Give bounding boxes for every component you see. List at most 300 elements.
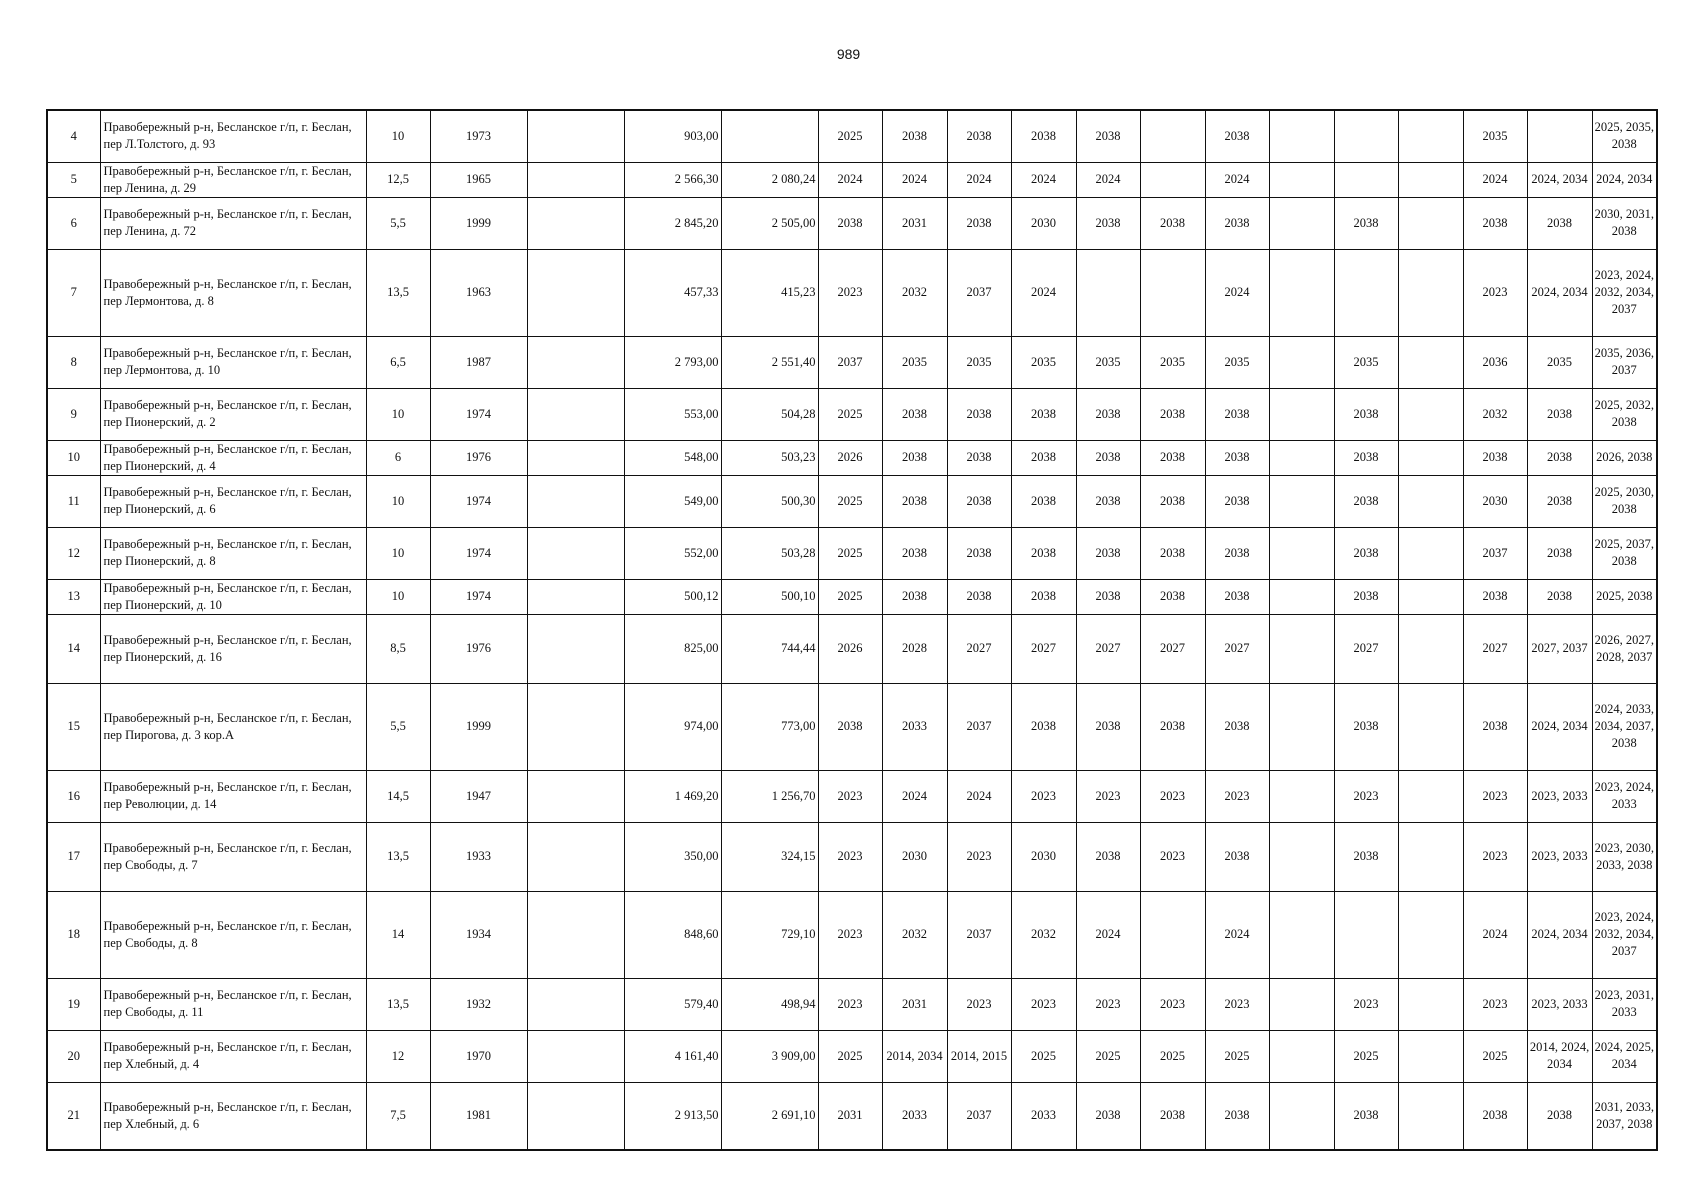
table-cell-c3: 10 [366,475,430,527]
row-number-cell: 16 [47,770,100,822]
table-cell-c3: 10 [366,110,430,162]
table-cell-c16: 2038 [1334,579,1398,614]
table-cell-c10: 2037 [947,891,1011,978]
table-cell-c3: 12 [366,1030,430,1082]
table-row [47,683,1657,770]
row-number-cell: 7 [47,249,100,336]
table-cell-c12: 2038 [1076,110,1140,162]
table-cell-c7: 500,30 [721,475,818,527]
table-cell-c8: 2025 [818,527,882,579]
table-cell-c3: 13,5 [366,822,430,891]
table-cell-c3: 5,5 [366,197,430,249]
row-number-cell: 11 [47,475,100,527]
address-cell: Правобережный р-н, Бесланское г/п, г. Беслан, пер Лермонтова, д. 10 [100,336,366,388]
row-number-cell: 8 [47,336,100,388]
table-cell-c14: 2038 [1205,388,1269,440]
table-cell-c15 [1269,978,1334,1030]
table-cell-c20: 2035, 2036, 2037 [1592,336,1657,388]
table-cell-c17 [1398,336,1463,388]
table-cell-c15 [1269,110,1334,162]
table-cell-c3: 6,5 [366,336,430,388]
table-cell-c9: 2032 [882,891,947,978]
table-row [47,1082,1657,1150]
table-cell-c17 [1398,1082,1463,1150]
table-cell-c17 [1398,614,1463,683]
table-cell-c6: 1 469,20 [624,770,721,822]
table-cell-c17 [1398,822,1463,891]
table-cell-c16: 2035 [1334,336,1398,388]
table-cell-c19: 2014, 2024, 2034 [1527,1030,1592,1082]
table-cell-c20: 2030, 2031, 2038 [1592,197,1657,249]
table-cell-c14: 2024 [1205,891,1269,978]
row-number-cell: 9 [47,388,100,440]
table-cell-c8: 2025 [818,388,882,440]
table-row [47,197,1657,249]
table-cell-c7: 1 256,70 [721,770,818,822]
table-cell-c3: 10 [366,388,430,440]
table-body [47,110,1657,1150]
table-cell-c14: 2024 [1205,249,1269,336]
table-cell-c7: 3 909,00 [721,1030,818,1082]
table-cell-c3: 10 [366,527,430,579]
table-cell-c11: 2030 [1011,822,1076,891]
table-cell-c9: 2024 [882,162,947,197]
table-cell-c9: 2030 [882,822,947,891]
table-cell-c11: 2023 [1011,978,1076,1030]
table-cell-c15 [1269,770,1334,822]
table-cell-c20: 2026, 2027, 2028, 2037 [1592,614,1657,683]
table-cell-c3: 7,5 [366,1082,430,1150]
table-cell-c3: 13,5 [366,249,430,336]
table-cell-c12: 2038 [1076,440,1140,475]
table-cell-c13 [1140,249,1205,336]
row-number-cell: 17 [47,822,100,891]
address-cell: Правобережный р-н, Бесланское г/п, г. Беслан, пер Хлебный, д. 6 [100,1082,366,1150]
table-cell-c13 [1140,891,1205,978]
table-cell-c19: 2038 [1527,475,1592,527]
table-cell-c10: 2038 [947,440,1011,475]
table-cell-c15 [1269,249,1334,336]
table-cell-c7: 503,23 [721,440,818,475]
table-row [47,891,1657,978]
table-cell-c7: 498,94 [721,978,818,1030]
address-cell: Правобережный р-н, Бесланское г/п, г. Беслан, пер Пионерский, д. 4 [100,440,366,475]
table-cell-c9: 2035 [882,336,947,388]
address-cell: Правобережный р-н, Бесланское г/п, г. Беслан, пер Ленина, д. 29 [100,162,366,197]
table-cell-c8: 2023 [818,249,882,336]
table-cell-c19: 2023, 2033 [1527,978,1592,1030]
table-cell-c15 [1269,1030,1334,1082]
table-row [47,1030,1657,1082]
table-cell-c9: 2038 [882,388,947,440]
table-cell-c18: 2038 [1463,683,1527,770]
table-cell-c16: 2038 [1334,822,1398,891]
table-cell-c18: 2036 [1463,336,1527,388]
table-cell-c9: 2038 [882,527,947,579]
table-cell-c4: 1981 [430,1082,527,1150]
table-cell-c11: 2038 [1011,475,1076,527]
table-cell-c18: 2025 [1463,1030,1527,1082]
table-cell-c16: 2038 [1334,388,1398,440]
row-number-cell: 15 [47,683,100,770]
table-cell-c7 [721,110,818,162]
table-cell-c16: 2038 [1334,683,1398,770]
table-cell-c13: 2035 [1140,336,1205,388]
table-cell-c5 [527,110,624,162]
table-cell-c10: 2035 [947,336,1011,388]
table-cell-c19 [1527,110,1592,162]
table-cell-c7: 2 505,00 [721,197,818,249]
table-cell-c19: 2038 [1527,440,1592,475]
table-cell-c13: 2023 [1140,770,1205,822]
address-cell: Правобережный р-н, Бесланское г/п, г. Беслан, пер Пирогова, д. 3 кор.А [100,683,366,770]
table-cell-c13: 2038 [1140,440,1205,475]
table-cell-c20: 2025, 2038 [1592,579,1657,614]
row-number-cell: 13 [47,579,100,614]
table-cell-c20: 2023, 2031, 2033 [1592,978,1657,1030]
table-cell-c5 [527,388,624,440]
table-cell-c4: 1974 [430,579,527,614]
table-cell-c17 [1398,249,1463,336]
table-cell-c11: 2030 [1011,197,1076,249]
table-cell-c10: 2027 [947,614,1011,683]
table-cell-c3: 8,5 [366,614,430,683]
row-number-cell: 6 [47,197,100,249]
table-cell-c19: 2038 [1527,197,1592,249]
table-cell-c19: 2024, 2034 [1527,683,1592,770]
table-cell-c12: 2023 [1076,770,1140,822]
table-cell-c13: 2038 [1140,579,1205,614]
table-cell-c14: 2038 [1205,110,1269,162]
table-cell-c13: 2038 [1140,388,1205,440]
table-cell-c18: 2024 [1463,891,1527,978]
table-cell-c19: 2023, 2033 [1527,770,1592,822]
row-number-cell: 20 [47,1030,100,1082]
table-cell-c20: 2025, 2037, 2038 [1592,527,1657,579]
table-cell-c18: 2035 [1463,110,1527,162]
table-cell-c11: 2038 [1011,440,1076,475]
table-cell-c6: 974,00 [624,683,721,770]
table-cell-c10: 2014, 2015 [947,1030,1011,1082]
table-cell-c11: 2027 [1011,614,1076,683]
address-cell: Правобережный р-н, Бесланское г/п, г. Беслан, пер Ленина, д. 72 [100,197,366,249]
table-cell-c11: 2038 [1011,579,1076,614]
table-row [47,162,1657,197]
table-cell-c15 [1269,388,1334,440]
table-cell-c7: 504,28 [721,388,818,440]
address-cell: Правобережный р-н, Бесланское г/п, г. Беслан, пер Революции, д. 14 [100,770,366,822]
table-cell-c7: 500,10 [721,579,818,614]
table-cell-c15 [1269,579,1334,614]
table-cell-c8: 2025 [818,110,882,162]
table-cell-c12: 2038 [1076,822,1140,891]
table-cell-c14: 2038 [1205,440,1269,475]
table-cell-c3: 6 [366,440,430,475]
table-cell-c16 [1334,162,1398,197]
table-cell-c17 [1398,683,1463,770]
table-cell-c14: 2027 [1205,614,1269,683]
table-cell-c19: 2024, 2034 [1527,249,1592,336]
table-cell-c3: 12,5 [366,162,430,197]
table-cell-c6: 848,60 [624,891,721,978]
table-cell-c8: 2026 [818,614,882,683]
table-cell-c10: 2037 [947,683,1011,770]
table-cell-c15 [1269,197,1334,249]
table-cell-c17 [1398,891,1463,978]
table-cell-c10: 2037 [947,249,1011,336]
table-cell-c5 [527,336,624,388]
table-cell-c4: 1976 [430,440,527,475]
table-cell-c11: 2038 [1011,527,1076,579]
table-row [47,579,1657,614]
table-cell-c20: 2025, 2032, 2038 [1592,388,1657,440]
table-cell-c9: 2038 [882,579,947,614]
table-cell-c15 [1269,683,1334,770]
table-cell-c19: 2024, 2034 [1527,162,1592,197]
table-cell-c11: 2038 [1011,683,1076,770]
table-cell-c6: 2 793,00 [624,336,721,388]
address-cell: Правобережный р-н, Бесланское г/п, г. Беслан, пер Пионерский, д. 6 [100,475,366,527]
table-cell-c13: 2038 [1140,475,1205,527]
table-cell-c3: 10 [366,579,430,614]
table-cell-c14: 2024 [1205,162,1269,197]
table-cell-c18: 2027 [1463,614,1527,683]
table-cell-c10: 2038 [947,579,1011,614]
table-cell-c8: 2023 [818,770,882,822]
address-cell: Правобережный р-н, Бесланское г/п, г. Беслан, пер Хлебный, д. 4 [100,1030,366,1082]
table-cell-c8: 2023 [818,978,882,1030]
row-number-cell: 4 [47,110,100,162]
table-cell-c15 [1269,440,1334,475]
table-cell-c3: 5,5 [366,683,430,770]
table-cell-c19: 2027, 2037 [1527,614,1592,683]
table-cell-c4: 1965 [430,162,527,197]
table-cell-c5 [527,440,624,475]
table-cell-c12: 2038 [1076,579,1140,614]
table-cell-c14: 2038 [1205,579,1269,614]
table-cell-c18: 2024 [1463,162,1527,197]
table-cell-c5 [527,197,624,249]
table-cell-c10: 2038 [947,527,1011,579]
table-cell-c9: 2033 [882,683,947,770]
table-cell-c4: 1974 [430,527,527,579]
table-cell-c17 [1398,527,1463,579]
table-cell-c4: 1970 [430,1030,527,1082]
table-cell-c15 [1269,527,1334,579]
table-cell-c13: 2038 [1140,1082,1205,1150]
table-cell-c15 [1269,891,1334,978]
table-cell-c5 [527,162,624,197]
table-cell-c19: 2038 [1527,579,1592,614]
table-cell-c17 [1398,110,1463,162]
table-cell-c13: 2023 [1140,978,1205,1030]
table-cell-c12: 2038 [1076,1082,1140,1150]
table-cell-c6: 500,12 [624,579,721,614]
table-cell-c6: 2 845,20 [624,197,721,249]
table-row [47,440,1657,475]
table-cell-c8: 2023 [818,891,882,978]
table-cell-c11: 2023 [1011,770,1076,822]
table-cell-c11: 2038 [1011,388,1076,440]
table-cell-c15 [1269,822,1334,891]
address-cell: Правобережный р-н, Бесланское г/п, г. Беслан, пер Лермонтова, д. 8 [100,249,366,336]
table-cell-c9: 2038 [882,475,947,527]
table-cell-c4: 1999 [430,197,527,249]
table-cell-c4: 1987 [430,336,527,388]
table-cell-c9: 2014, 2034 [882,1030,947,1082]
table-cell-c4: 1973 [430,110,527,162]
table-cell-c6: 903,00 [624,110,721,162]
table-cell-c5 [527,770,624,822]
table-cell-c13 [1140,110,1205,162]
table-cell-c18: 2030 [1463,475,1527,527]
table-cell-c4: 1974 [430,475,527,527]
table-cell-c13: 2025 [1140,1030,1205,1082]
table-cell-c14: 2038 [1205,475,1269,527]
address-cell: Правобережный р-н, Бесланское г/п, г. Беслан, пер Свободы, д. 8 [100,891,366,978]
row-number-cell: 10 [47,440,100,475]
row-number-cell: 14 [47,614,100,683]
table-cell-c7: 729,10 [721,891,818,978]
table-cell-c12: 2038 [1076,475,1140,527]
table-cell-c15 [1269,336,1334,388]
table-cell-c11: 2033 [1011,1082,1076,1150]
table-cell-c15 [1269,614,1334,683]
table-cell-c6: 2 913,50 [624,1082,721,1150]
table-cell-c19: 2023, 2033 [1527,822,1592,891]
table-cell-c7: 744,44 [721,614,818,683]
table-cell-c16: 2038 [1334,475,1398,527]
table-row [47,110,1657,162]
table-cell-c6: 2 566,30 [624,162,721,197]
table-cell-c11: 2035 [1011,336,1076,388]
table-cell-c8: 2038 [818,197,882,249]
table-row [47,475,1657,527]
table-cell-c9: 2031 [882,197,947,249]
table-cell-c5 [527,614,624,683]
table-cell-c11: 2025 [1011,1030,1076,1082]
table-cell-c16: 2025 [1334,1030,1398,1082]
table-cell-c11: 2024 [1011,162,1076,197]
table-cell-c8: 2025 [818,579,882,614]
table-cell-c16 [1334,891,1398,978]
table-cell-c6: 350,00 [624,822,721,891]
table-cell-c13 [1140,162,1205,197]
table-cell-c14: 2038 [1205,683,1269,770]
table-cell-c9: 2038 [882,440,947,475]
table-cell-c14: 2038 [1205,822,1269,891]
table-cell-c7: 2 691,10 [721,1082,818,1150]
table-cell-c10: 2037 [947,1082,1011,1150]
table-cell-c3: 14 [366,891,430,978]
table-cell-c13: 2038 [1140,197,1205,249]
table-cell-c10: 2038 [947,110,1011,162]
address-cell: Правобережный р-н, Бесланское г/п, г. Беслан, пер Свободы, д. 11 [100,978,366,1030]
table-row [47,822,1657,891]
table-cell-c8: 2031 [818,1082,882,1150]
table-cell-c5 [527,579,624,614]
table-cell-c7: 773,00 [721,683,818,770]
table-cell-c5 [527,475,624,527]
address-cell: Правобережный р-н, Бесланское г/п, г. Беслан, пер Пионерский, д. 2 [100,388,366,440]
table-cell-c4: 1934 [430,891,527,978]
table-cell-c18: 2038 [1463,197,1527,249]
table-cell-c5 [527,683,624,770]
table-cell-c15 [1269,1082,1334,1150]
table-cell-c17 [1398,440,1463,475]
table-cell-c18: 2023 [1463,249,1527,336]
table-cell-c11: 2038 [1011,110,1076,162]
row-number-cell: 5 [47,162,100,197]
table-cell-c18: 2038 [1463,579,1527,614]
table-cell-c20: 2024, 2025, 2034 [1592,1030,1657,1082]
table-row [47,388,1657,440]
address-cell: Правобережный р-н, Бесланское г/п, г. Беслан, пер Л.Толстого, д. 93 [100,110,366,162]
table-cell-c19: 2024, 2034 [1527,891,1592,978]
table-cell-c12: 2038 [1076,527,1140,579]
table-cell-c4: 1976 [430,614,527,683]
table-cell-c12: 2038 [1076,388,1140,440]
table-cell-c20: 2024, 2034 [1592,162,1657,197]
table-cell-c12: 2038 [1076,683,1140,770]
table-cell-c17 [1398,978,1463,1030]
table-cell-c10: 2038 [947,197,1011,249]
table-cell-c9: 2028 [882,614,947,683]
table-cell-c17 [1398,1030,1463,1082]
row-number-cell: 12 [47,527,100,579]
table-cell-c3: 14,5 [366,770,430,822]
table-cell-c18: 2037 [1463,527,1527,579]
table-cell-c8: 2025 [818,1030,882,1082]
table-cell-c17 [1398,388,1463,440]
address-cell: Правобережный р-н, Бесланское г/п, г. Беслан, пер Пионерский, д. 10 [100,579,366,614]
table-cell-c16: 2023 [1334,770,1398,822]
page-number: 989 [836,46,861,62]
table-cell-c14: 2023 [1205,978,1269,1030]
table-cell-c12 [1076,249,1140,336]
table-cell-c4: 1932 [430,978,527,1030]
table-cell-c6: 825,00 [624,614,721,683]
address-cell: Правобережный р-н, Бесланское г/п, г. Беслан, пер Свободы, д. 7 [100,822,366,891]
table-cell-c7: 2 080,24 [721,162,818,197]
table-cell-c14: 2038 [1205,197,1269,249]
table-cell-c16 [1334,110,1398,162]
address-cell: Правобережный р-н, Бесланское г/п, г. Беслан, пер Пионерский, д. 16 [100,614,366,683]
table-cell-c18: 2038 [1463,440,1527,475]
table-row [47,978,1657,1030]
table-cell-c4: 1933 [430,822,527,891]
table-cell-c3: 13,5 [366,978,430,1030]
table-cell-c16 [1334,249,1398,336]
table-cell-c19: 2038 [1527,388,1592,440]
table-cell-c12: 2025 [1076,1030,1140,1082]
table-cell-c5 [527,1082,624,1150]
table-cell-c6: 548,00 [624,440,721,475]
table-cell-c19: 2038 [1527,527,1592,579]
table-cell-c14: 2025 [1205,1030,1269,1082]
table-cell-c6: 579,40 [624,978,721,1030]
table-row [47,614,1657,683]
row-number-cell: 19 [47,978,100,1030]
table-cell-c17 [1398,475,1463,527]
table-cell-c10: 2024 [947,770,1011,822]
table-cell-c20: 2025, 2035, 2038 [1592,110,1657,162]
row-number-cell: 18 [47,891,100,978]
table-cell-c8: 2025 [818,475,882,527]
table-cell-c10: 2038 [947,388,1011,440]
table-cell-c12: 2027 [1076,614,1140,683]
table-cell-c5 [527,527,624,579]
